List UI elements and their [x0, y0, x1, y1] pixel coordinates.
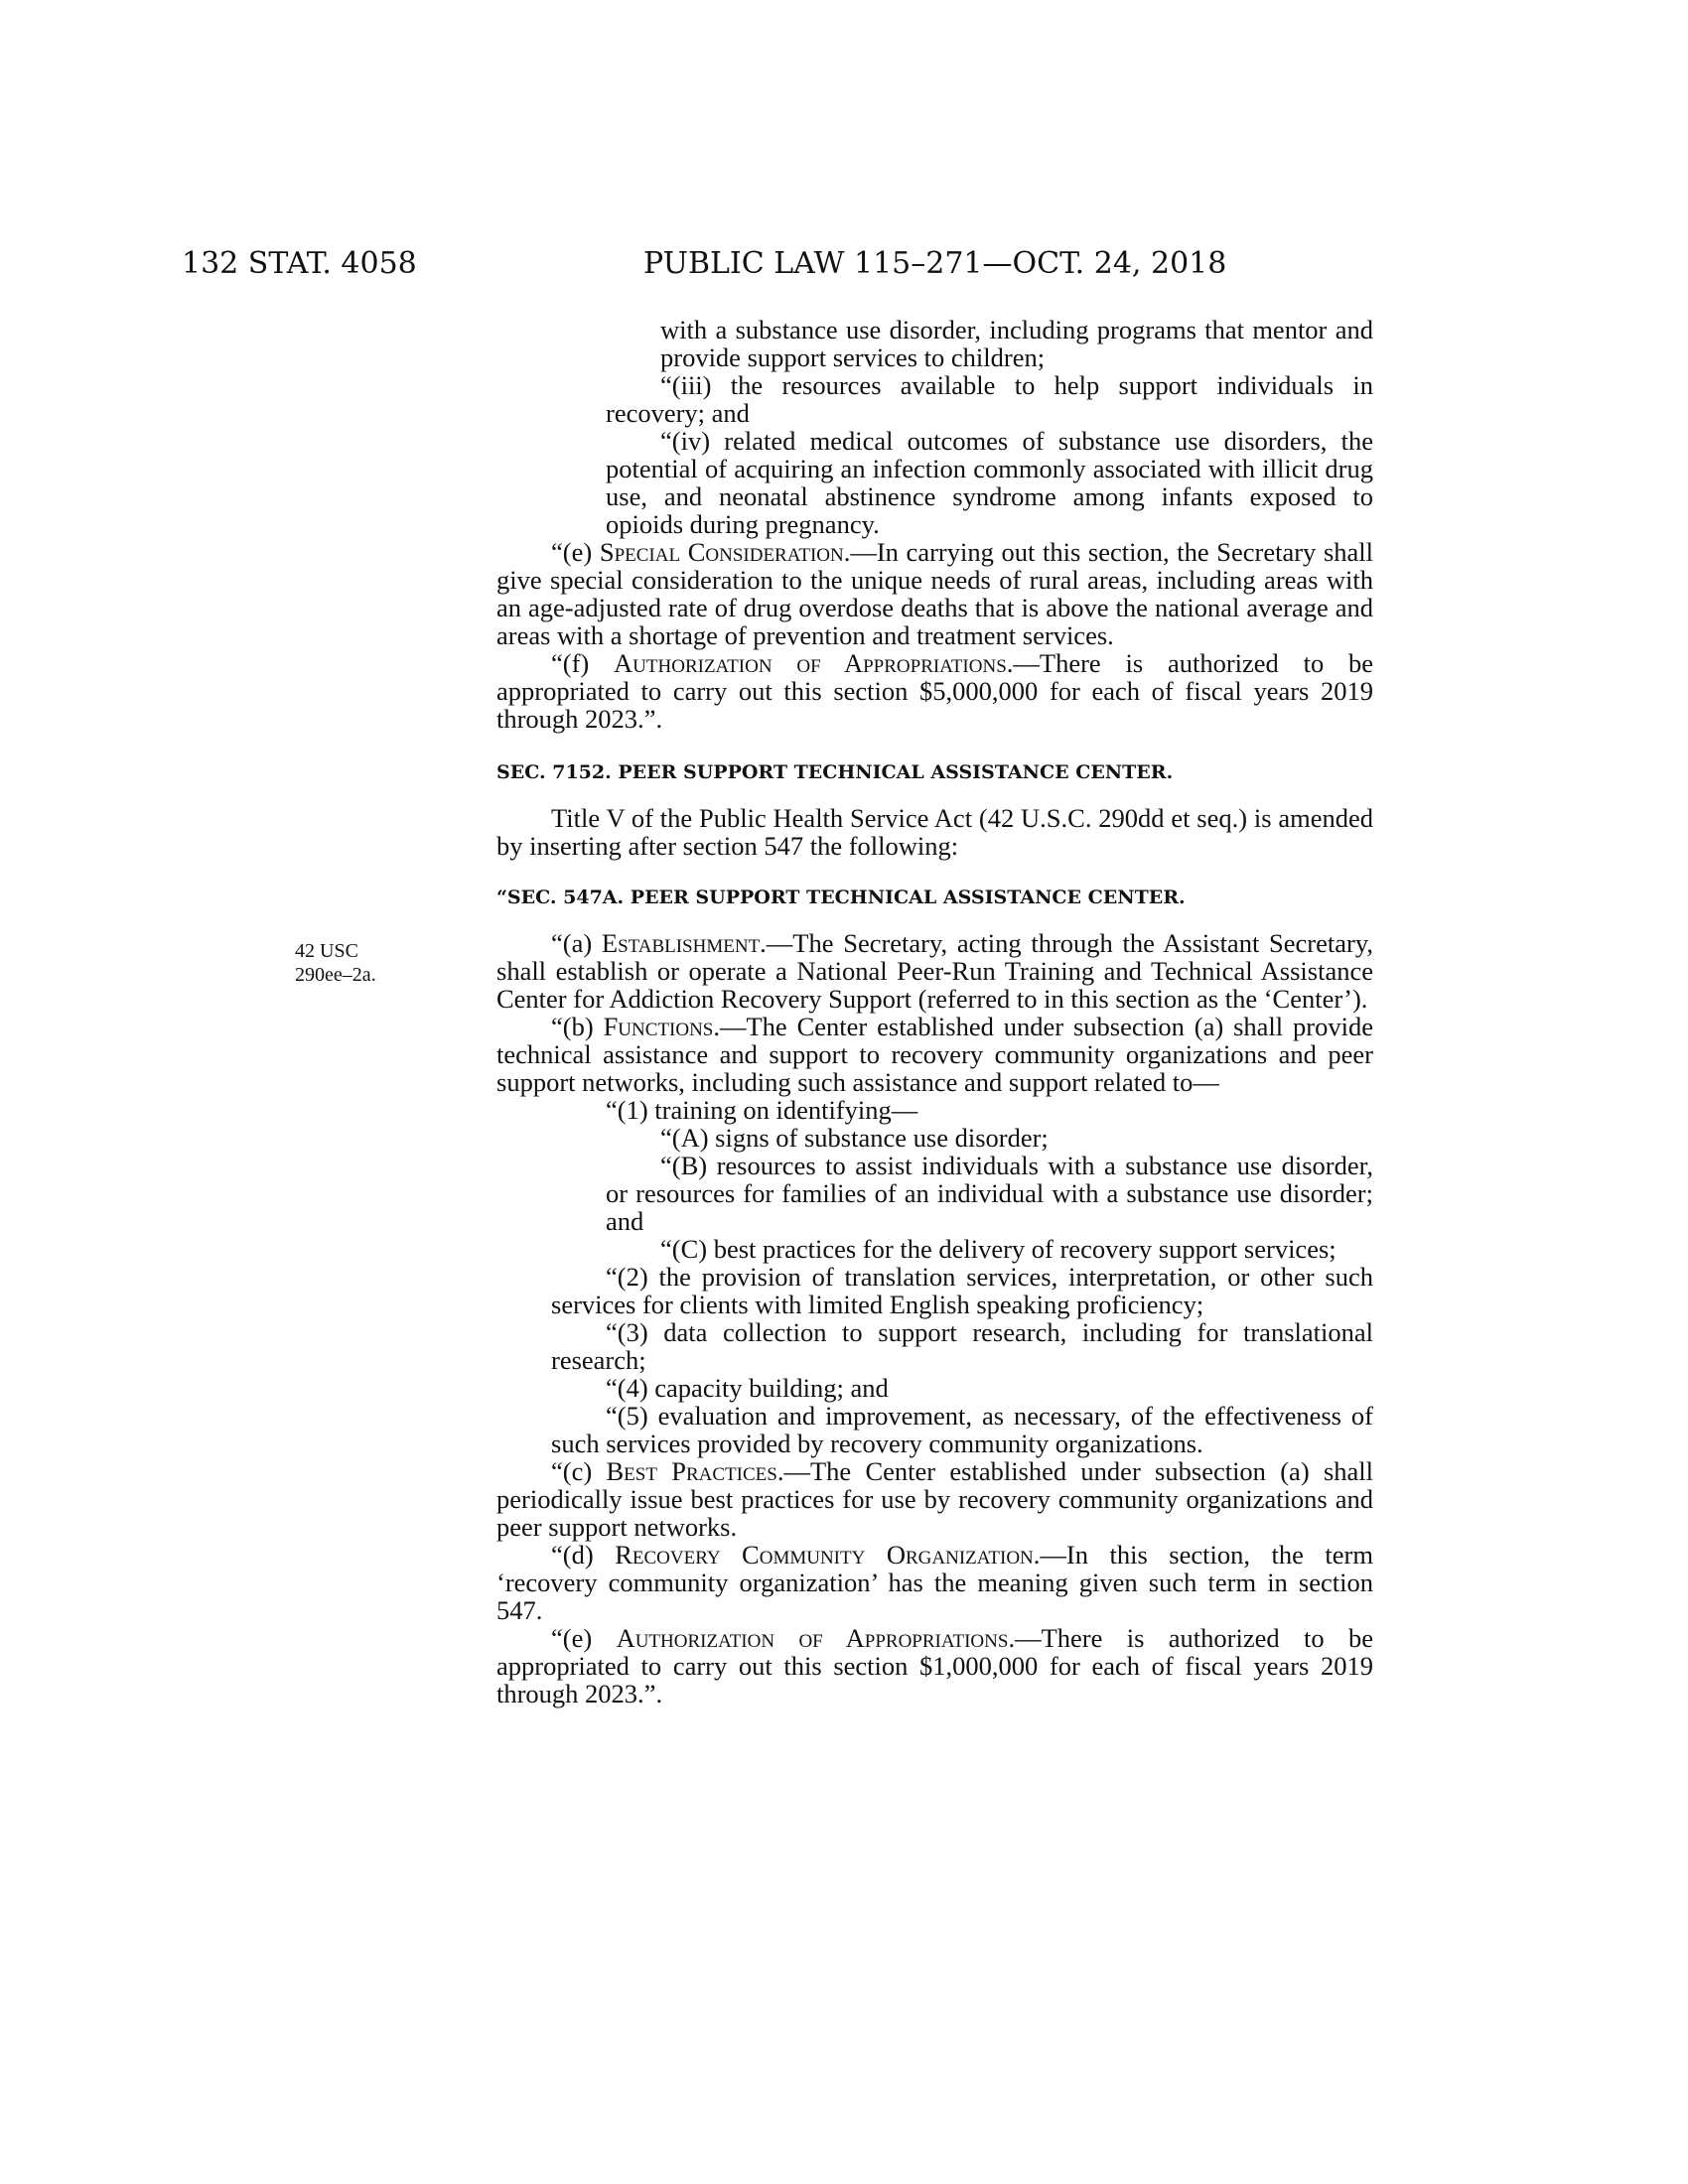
page-running-head: PUBLIC LAW 115–271—OCT. 24, 2018 [643, 246, 1227, 281]
paragraph-4: “(4) capacity building; and [606, 1373, 889, 1403]
subsection-c-best-practices [496, 1457, 1373, 1541]
subsection-b-heading: Functions [603, 1012, 714, 1041]
subsection-b-prefix: “(b) [551, 1012, 604, 1041]
paragraph-1: “(1) training on identifying— [606, 1095, 918, 1125]
subsection-f-heading: Authorization of Appropriations [614, 648, 1007, 678]
subsection-c-heading: Best Practices [606, 1456, 777, 1486]
margin-note-line-2: 290ee–2a. [295, 964, 376, 986]
clause-iii: “(iii) the resources available to help support individuals in recovery; and [606, 370, 1373, 428]
paragraph-2: “(2) the provision of translation services, interpretation, or other such services for clients with limited English speaking proficiency; [551, 1262, 1373, 1319]
subsection-a-text: .—The Secretary, acting through the Assistant Secretary, shall establish or operate a National Peer-Run Training and Technical Assistance Center for Addiction Recovery Support (referred to in this section as the ‘Center’). [496, 928, 1373, 1014]
body-text [496, 316, 1373, 1707]
subsection-e-appropriations [496, 1624, 1373, 1707]
section-7152-heading: SEC. 7152. PEER SUPPORT TECHNICAL ASSISTANCE CENTER. [496, 761, 1174, 783]
paragraph-3: “(3) data collection to support research, including for translational research; [551, 1317, 1373, 1375]
subsection-d-recovery-community-organization [496, 1541, 1373, 1624]
margin-note-line-1: 42 USC [295, 940, 358, 962]
subsection-e2-text: .—There is authorized to be appropriated to carry out this section $1,000,000 for each of fiscal years 2019 through 2023.”. [496, 1623, 1373, 1708]
subsection-e-prefix: “(e) [551, 537, 600, 567]
section-547a-heading: “SEC. 547A. PEER SUPPORT TECHNICAL ASSISTANCE CENTER. [496, 887, 1186, 908]
subparagraph-b: “(B) resources to assist individuals with a substance use disorder, or resources for families of an individual with a substance use disorder; and [606, 1151, 1373, 1236]
subsection-f-text: .—There is authorized to be appropriated to carry out this section $5,000,000 for each of fiscal years 2019 through 2023.”. [496, 648, 1373, 734]
subsection-e2-prefix: “(e) [551, 1623, 617, 1653]
page-stat-citation: 132 STAT. 4058 [182, 246, 417, 281]
subsection-c-text: .—The Center established under subsection (a) shall periodically issue best practices for use by recovery community organizations and peer support networks. [496, 1456, 1373, 1542]
clause-ii-continuation: with a substance use disorder, including programs that mentor and provide support services to children; [660, 315, 1373, 372]
subsection-c-prefix: “(c) [551, 1456, 607, 1486]
subsection-d-heading: Recovery Community Organization [615, 1540, 1034, 1570]
subsection-d-prefix: “(d) [551, 1540, 616, 1570]
subsection-e-heading: Special Consideration [599, 537, 844, 567]
subsection-a-prefix: “(a) [551, 928, 602, 958]
subsection-f-appropriations [496, 649, 1373, 733]
subsection-e-text: .—In carrying out this section, the Secretary shall give special consideration to the unique needs of rural areas, including areas with an age-adjusted rate of drug overdose deaths that is above the national average and areas with a shortage of prevention and treatment services. [496, 537, 1373, 650]
subsection-e2-heading: Authorization of Appropriations [616, 1623, 1009, 1653]
subsection-a-establishment [496, 929, 1373, 1013]
paragraph-5: “(5) evaluation and improvement, as necessary, of the effectiveness of such services provided by recovery community organizations. [551, 1401, 1373, 1458]
subsection-d-text: .—In this section, the term ‘recovery community organization’ has the meaning given such term in section 547. [496, 1540, 1373, 1625]
subsection-a-heading: Establishment [601, 928, 761, 958]
clause-iv: “(iv) related medical outcomes of substance use disorders, the potential of acquiring an infection commonly associated with illicit drug use, and neonatal abstinence syndrome among infants exposed to opioids during pregnancy. [606, 426, 1373, 539]
margin-note [295, 939, 376, 987]
subsection-f-prefix: “(f) [551, 648, 615, 678]
subsection-b-text: .—The Center established under subsection (a) shall provide technical assistance and support to recovery community organizations and peer support networks, including such assistance and support related to— [496, 1012, 1373, 1097]
amendment-instruction: Title V of the Public Health Service Act (42 U.S.C. 290dd et seq.) is amended by inserting after section 547 the following: [496, 803, 1373, 861]
subparagraph-c: “(C) best practices for the delivery of recovery support services; [660, 1234, 1336, 1264]
subsection-e-special-consideration [496, 538, 1373, 649]
subsection-b-functions [496, 1013, 1373, 1096]
subparagraph-a: “(A) signs of substance use disorder; [660, 1123, 1049, 1153]
